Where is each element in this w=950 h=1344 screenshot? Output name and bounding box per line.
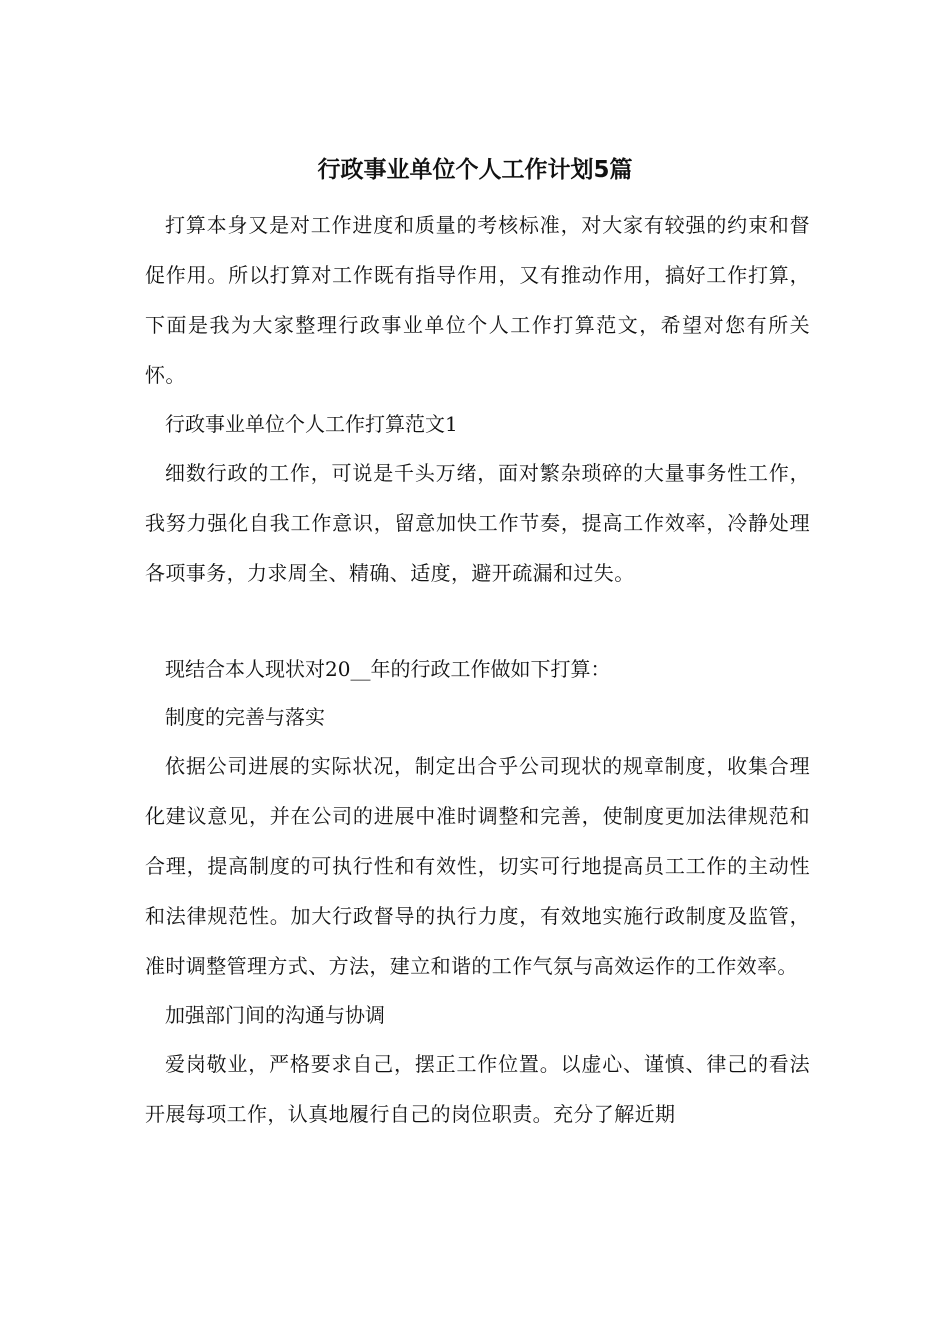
plan-intro-line: 现结合本人现状对20__年的行政工作做如下打算： [165, 657, 611, 681]
body-paragraph: 依据公司进展的实际状况，制定出合乎公司现状的规章制度，收集合理化建议意见，并在公司的进展中准时调整和完善，使制度更加法律规范和合理，提高制度的可执行性和有效性，切实可行地提高员工工作的主动性和法律规范性。加大行政督导的执行力度，有效地实施行政制度及监管，准时调整管理方式、方法，建立和谐的工作气氛与高效运作的工作效率。 [145, 754, 810, 978]
body-paragraph: 爱岗敬业，严格要求自己，摆正工作位置。以虚心、谨慎、律己的看法开展每项工作，认真地履行自己的岗位职责。充分了解近期 [145, 1052, 810, 1126]
intro-paragraph: 打算本身又是对工作进度和质量的考核标准，对大家有较强的约束和督促作用。所以打算对工作既有指导作用，又有推动作用，搞好工作打算，下面是我为大家整理行政事业单位个人工作打算范文，希望对您有所关怀。 [145, 213, 810, 387]
paragraph-spacer [145, 598, 810, 645]
body-paragraph: 细数行政的工作，可说是千头万绪，面对繁杂琐碎的大量事务性工作，我努力强化自我工作意识，留意加快工作节奏，提高工作效率，冷静处理各项事务，力求周全、精确、适度，避开疏漏和过失。 [145, 461, 810, 585]
document-title: 行政事业单位个人工作计划5篇 [317, 157, 633, 183]
section-heading-regulations: 制度的完善与落实 [165, 705, 325, 729]
section-heading-sample-1: 行政事业单位个人工作打算范文1 [165, 412, 458, 436]
section-heading-communication: 加强部门间的沟通与协调 [165, 1003, 385, 1027]
document-body [145, 200, 810, 1139]
